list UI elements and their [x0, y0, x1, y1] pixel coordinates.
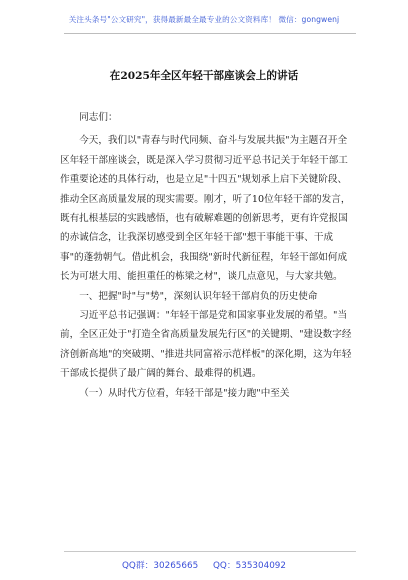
salutation: 同志们： — [79, 112, 118, 123]
header-divider — [64, 33, 356, 34]
paragraph-section-1: 习近平总书记强调："年轻干部是党和国家事业发展的希望。"当前，全区正处于"打造全省高质量发展先行区"的关键期、"建设数字经济创新高地"的突破期、"推进共同富裕示范样板"的深化期，这为年轻干部成长提供了最广阔的舞台、最难得的机遇。 — [60, 310, 352, 380]
footer-divider — [64, 551, 356, 552]
paragraph-intro: 今天，我们以"青春与时代同频、奋斗与发展共振"为主题召开全区年轻干部座谈会，既是深入学习贯彻习近平总书记关于年轻干部工作重要论述的具体行动，也是立足"十四五"规划承上启下关键阶段、推动全区高质量发展的现实需要。刚才，听了10位年轻干部的发言，既有扎根基层的实践感悟，也有破解难题的创新思考，更有许党报国的赤诚信念，让我深切感受到全区年轻干部"想干事能干事、干成事"的蓬勃朝气。借此机会，我围绕"新时代新征程，年轻干部如何成长为可堪大用、能担重任的栋梁之材"，谈几点意见，与大家共勉。 — [60, 135, 351, 283]
document-title: 在2025年全区年轻干部座谈会上的讲话 — [109, 70, 299, 82]
header-notice: 关注头条号"公文研究"，获得最新最全最专业的公文资料库！ 微信：gongwenj — [68, 15, 340, 24]
footer-contact — [0, 558, 408, 571]
document-body — [60, 108, 356, 403]
footer-qq-group: QQ群：30265665 — [121, 561, 199, 571]
subsection-heading-1: （一）从时代方位看，年轻干部是"接力跑"中至关 — [79, 387, 290, 399]
section-heading-1: 一、把握"时"与"势"，深刻认识年轻干部肩负的历史使命 — [79, 290, 318, 302]
footer-qq: QQ：535304092 — [212, 561, 287, 571]
